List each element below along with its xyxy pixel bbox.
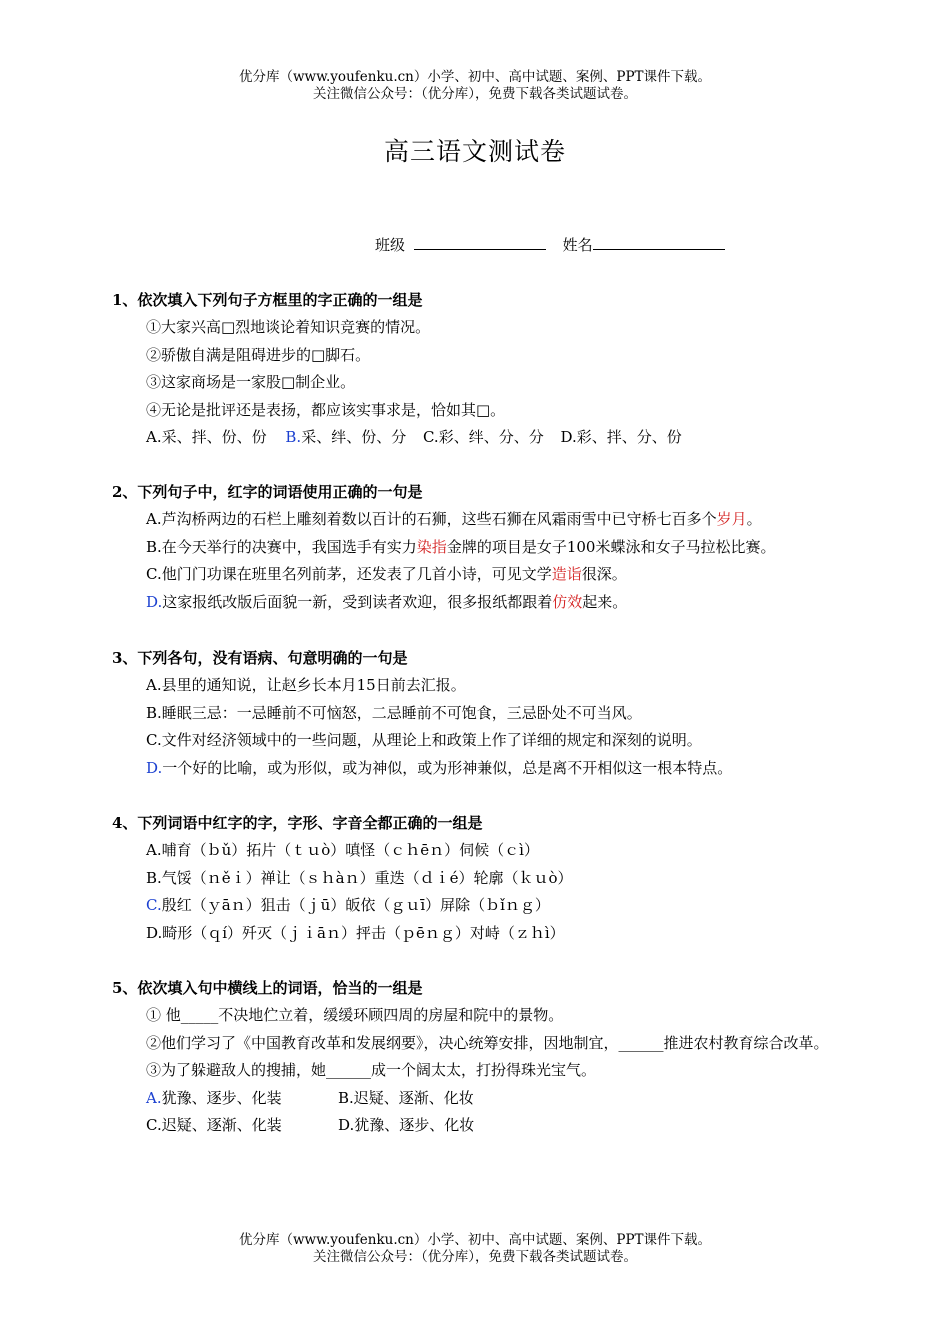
q5-sentence-1: ① 他_____不决地伫立着，缓缓环顾四周的房屋和院中的景物。 — [146, 1006, 564, 1024]
q4-option-a: A.哺育（ｂǔ）拓片（ｔｕò）嗔怪（ｃｈēｎ）伺候（ｃì） — [146, 841, 539, 859]
q5-sentence-2: ②他们学习了《中国教育改革和发展纲要》，决心统筹安排，因地制宜，______推进农村教育综合改革。 — [146, 1033, 829, 1052]
question-4-heading: 4、下列词语中红字的字，字形、字音全都正确的一组是 — [112, 814, 483, 832]
q2-option-b: B.在今天举行的决赛中，我国选手有实力染指金牌的项目是女子100米蝶泳和女子马拉松比赛。 — [146, 537, 776, 556]
question-2-heading: 2、下列句子中，红字的词语使用正确的一句是 — [112, 483, 423, 501]
question-1 — [112, 287, 840, 452]
q5-option-a: A.犹豫、逐步、化装 — [146, 1088, 282, 1107]
page-title: 高三语文测试卷 — [383, 137, 566, 166]
question-1-heading: 1、依次填入下列句子方框里的字正确的一组是 — [112, 291, 423, 309]
q5-option-d: D.犹豫、逐步、化妆 — [338, 1116, 475, 1134]
name-blank — [593, 234, 725, 250]
q1-sentence-2: ②骄傲自满是阻碍进步的□脚石。 — [146, 345, 371, 364]
question-4 — [112, 810, 840, 947]
header-line-1: 优分库（www.youfenku.cn）小学、初中、高中试题、案例、PPT课件下载。 — [238, 69, 712, 85]
q2-option-a: A.芦沟桥两边的石栏上雕刻着数以百计的石狮，这些石狮在风霜雨雪中已守桥七百多个岁月。 — [146, 510, 762, 528]
header-line-2: 关注微信公众号：（优分库），免费下载各类试题试卷。 — [313, 86, 637, 102]
q3-option-c: C.文件对经济领域中的一些问题，从理论上和政策上作了详细的规定和深刻的说明。 — [146, 731, 702, 749]
q5-sentence-3: ③为了躲避敌人的搜捕，她______成一个阔太太，打扮得珠光宝气。 — [146, 1061, 597, 1079]
q1-sentence-4: ④无论是批评还是表扬，都应该实事求是，恰如其□。 — [146, 400, 506, 419]
q1-options — [112, 424, 840, 452]
class-blank — [414, 234, 546, 250]
q1-option-b: B.采、绊、份、分 — [285, 428, 407, 446]
class-label: 班级 — [375, 236, 406, 254]
question-5-heading: 5、依次填入句中横线上的词语，恰当的一组是 — [112, 979, 423, 997]
q1-sentence-3: ③这家商场是一家股□制企业。 — [146, 373, 356, 391]
class-name-line — [375, 234, 725, 255]
page-header — [0, 69, 950, 103]
q5-option-b: B.迟疑、逐渐、化妆 — [338, 1088, 474, 1107]
q2-option-d: D.这家报纸改版后面貌一新，受到读者欢迎，很多报纸都跟着仿效起来。 — [146, 592, 628, 611]
q3-option-d: D.一个好的比喻，或为形似，或为神似，或为形神兼似，总是离不开相似这一根本特点。 — [146, 758, 733, 777]
footer-line-1: 优分库（www.youfenku.cn）小学、初中、高中试题、案例、PPT课件下载。 — [238, 1232, 712, 1248]
question-2 — [112, 479, 840, 616]
page-footer — [0, 1232, 950, 1266]
q3-option-a: A.县里的通知说，让赵乡长本月15日前去汇报。 — [146, 676, 466, 694]
question-3 — [112, 645, 840, 782]
q5-options-row-1 — [112, 1085, 840, 1113]
q4-option-d: D.畸形（ｑí）歼灭（ｊｉāｎ）抨击（ｐēｎｇ）对峙（ｚｈì） — [146, 923, 565, 942]
q1-option-d: D.彩、拌、分、份 — [560, 428, 682, 446]
question-3-heading: 3、下列各句，没有语病、句意明确的一句是 — [112, 649, 408, 667]
q1-option-c: C.彩、绊、分、分 — [422, 428, 544, 446]
q5-options-row-2 — [112, 1112, 840, 1140]
q3-option-b: B.睡眠三忌：一忌睡前不可恼怒，二忌睡前不可饱食，三忌卧处不可当风。 — [146, 703, 642, 722]
q4-option-c: C.殷红（ｙāｎ）狙击（ｊū）皈依（ｇｕī）屏除（ｂǐｎｇ） — [146, 896, 550, 914]
q4-option-b: B.气馁（ｎěｉ）禅让（ｓｈàｎ）重迭（ｄｉé）轮廓（ｋｕò） — [146, 868, 573, 887]
q2-option-c: C.他门门功课在班里名列前茅，还发表了几首小诗，可见文学造诣很深。 — [146, 565, 627, 583]
q5-option-c: C.迟疑、逐渐、化装 — [146, 1116, 282, 1134]
question-5 — [112, 975, 840, 1140]
q1-option-a: A.采、拌、份、份 — [146, 428, 267, 446]
footer-line-2: 关注微信公众号：（优分库），免费下载各类试题试卷。 — [313, 1249, 637, 1265]
q1-sentence-1: ①大家兴高□烈地谈论着知识竞赛的情况。 — [146, 318, 431, 336]
name-label: 姓名 — [562, 236, 593, 254]
